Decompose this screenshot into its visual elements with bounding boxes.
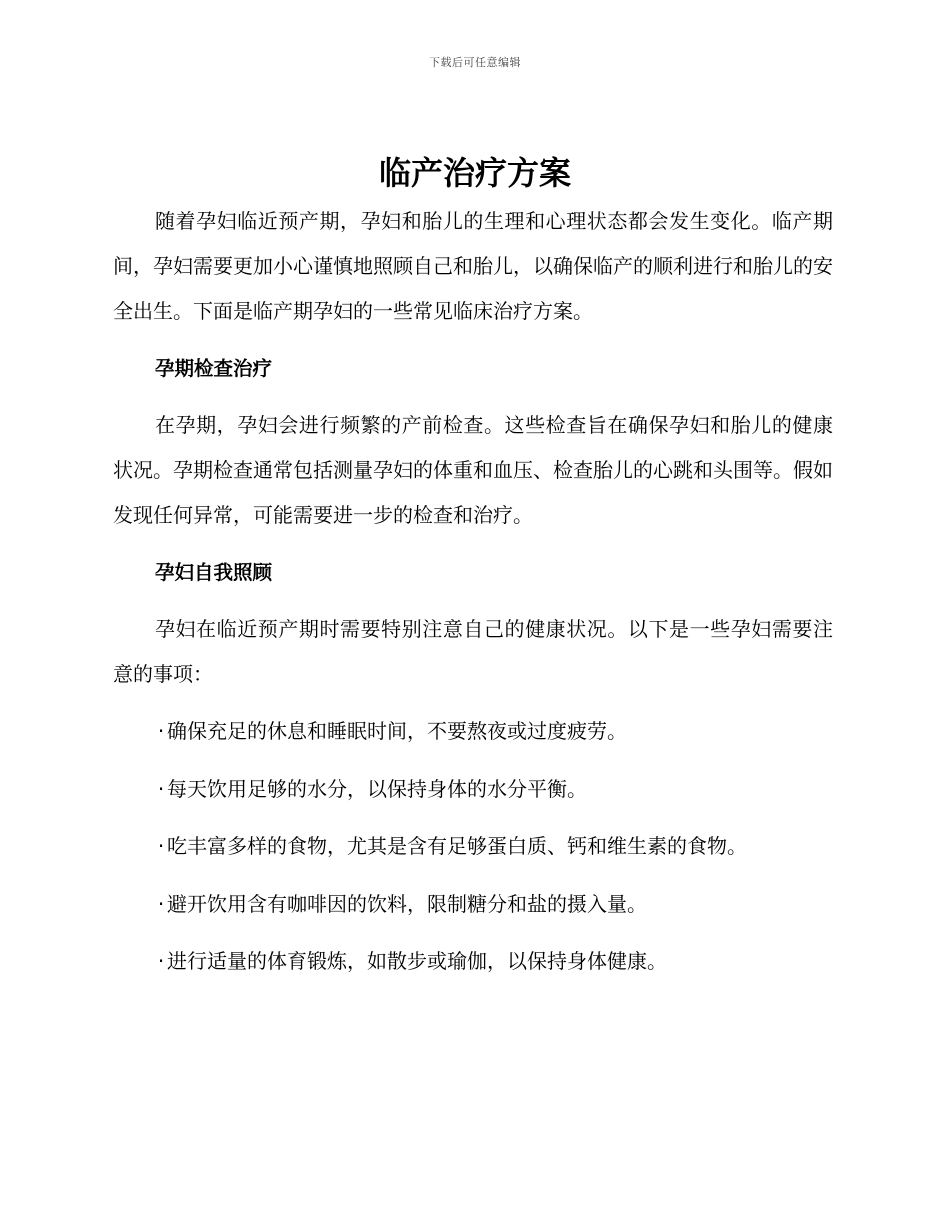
list-item (113, 882, 833, 927)
section-paragraph-self-care: 孕妇在临近预产期时需要特别注意自己的健康状况。以下是一些孕妇需要注意的事项： (113, 617, 833, 686)
section-paragraph-prenatal-checkup: 在孕期，孕妇会进行频繁的产前检查。这些检查旨在确保孕妇和胎儿的健康状况。孕期检查通常包括测量孕妇的体重和血压、检查胎儿的心跳和头围等。假如发现任何异常，可能需要进一步的检查和治疗。 (113, 413, 833, 527)
section-heading-prenatal-checkup: 孕期检查治疗 (155, 357, 273, 380)
intro-paragraph: 随着孕妇临近预产期，孕妇和胎儿的生理和心理状态都会发生变化。临产期间，孕妇需要更加小心谨慎地照顾自己和胎儿，以确保临产的顺利进行和胎儿的安全出生。下面是临产期孕妇的一些常见临床治疗方案。 (113, 209, 833, 323)
list-item (113, 709, 833, 754)
self-care-list (113, 709, 833, 984)
list-item (113, 767, 833, 812)
document-title: 临产治疗方案 (378, 154, 571, 192)
list-item-text: 进行适量的体育锻炼，如散步或瑜伽，以保持身体健康。 (167, 949, 667, 973)
bullet-icon: · (157, 719, 165, 743)
document-body (113, 199, 833, 997)
list-item-text: 吃丰富多样的食物，尤其是含有足够蛋白质、钙和维生素的食物。 (167, 834, 747, 858)
page-header-note: 下载后可任意编辑 (429, 56, 521, 69)
list-item-text: 每天饮用足够的水分，以保持身体的水分平衡。 (167, 776, 587, 801)
bullet-icon: · (157, 891, 165, 916)
list-item-text: 避开饮用含有咖啡因的饮料，限制糖分和盐的摄入量。 (167, 891, 647, 916)
section-heading-self-care: 孕妇自我照顾 (155, 561, 273, 584)
bullet-icon: · (157, 834, 165, 858)
bullet-icon: · (157, 949, 165, 973)
bullet-icon: · (157, 776, 165, 801)
list-item (113, 939, 833, 984)
list-item-text: 确保充足的休息和睡眠时间，不要熬夜或过度疲劳。 (167, 719, 627, 743)
list-item (113, 824, 833, 869)
